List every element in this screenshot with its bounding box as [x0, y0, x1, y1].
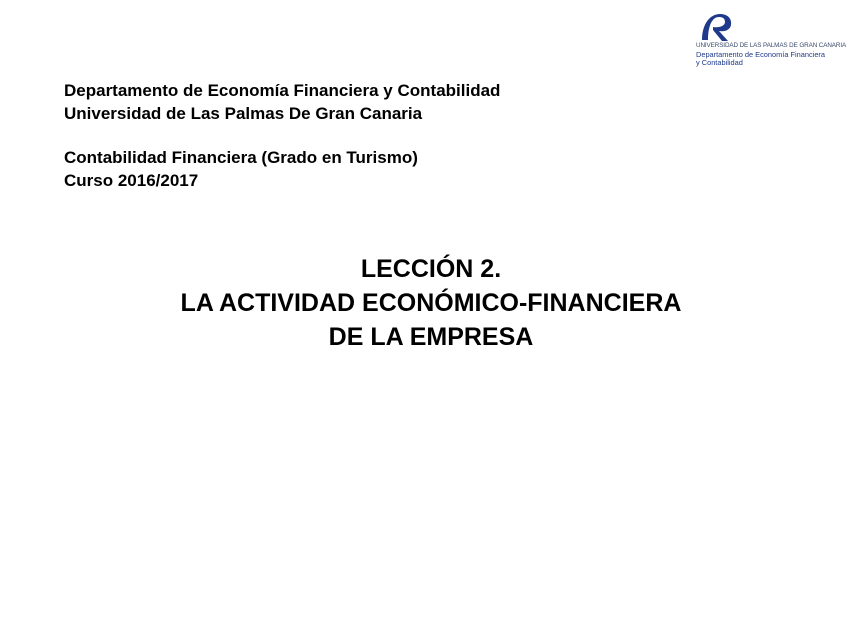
university-logo: [696, 10, 847, 68]
lesson-number: LECCIÓN 2.: [360, 255, 502, 283]
course-year: Curso 2016/2017: [64, 170, 199, 190]
course-name: Contabilidad Financiera (Grado en Turismo): [64, 148, 418, 167]
logo-department-line1: Departamento de Economía Financiera: [696, 50, 825, 59]
lesson-title-line1: LA ACTIVIDAD ECONÓMICO-FINANCIERA: [180, 289, 682, 317]
logo-university-name: UNIVERSIDAD DE LAS PALMAS DE GRAN CANARIA: [696, 42, 847, 49]
logo-department-line2: y Contabilidad: [696, 58, 743, 67]
lesson-title-line2: DE LA EMPRESA: [328, 323, 534, 351]
institution-header: [64, 80, 500, 125]
lesson-title: [0, 252, 848, 354]
ulpgc-logo-icon: [698, 10, 734, 44]
course-info: [64, 147, 418, 192]
department-name: Departamento de Economía Financiera y Contabilidad: [64, 81, 501, 100]
university-name: Universidad de Las Palmas De Gran Canaria: [64, 103, 423, 123]
